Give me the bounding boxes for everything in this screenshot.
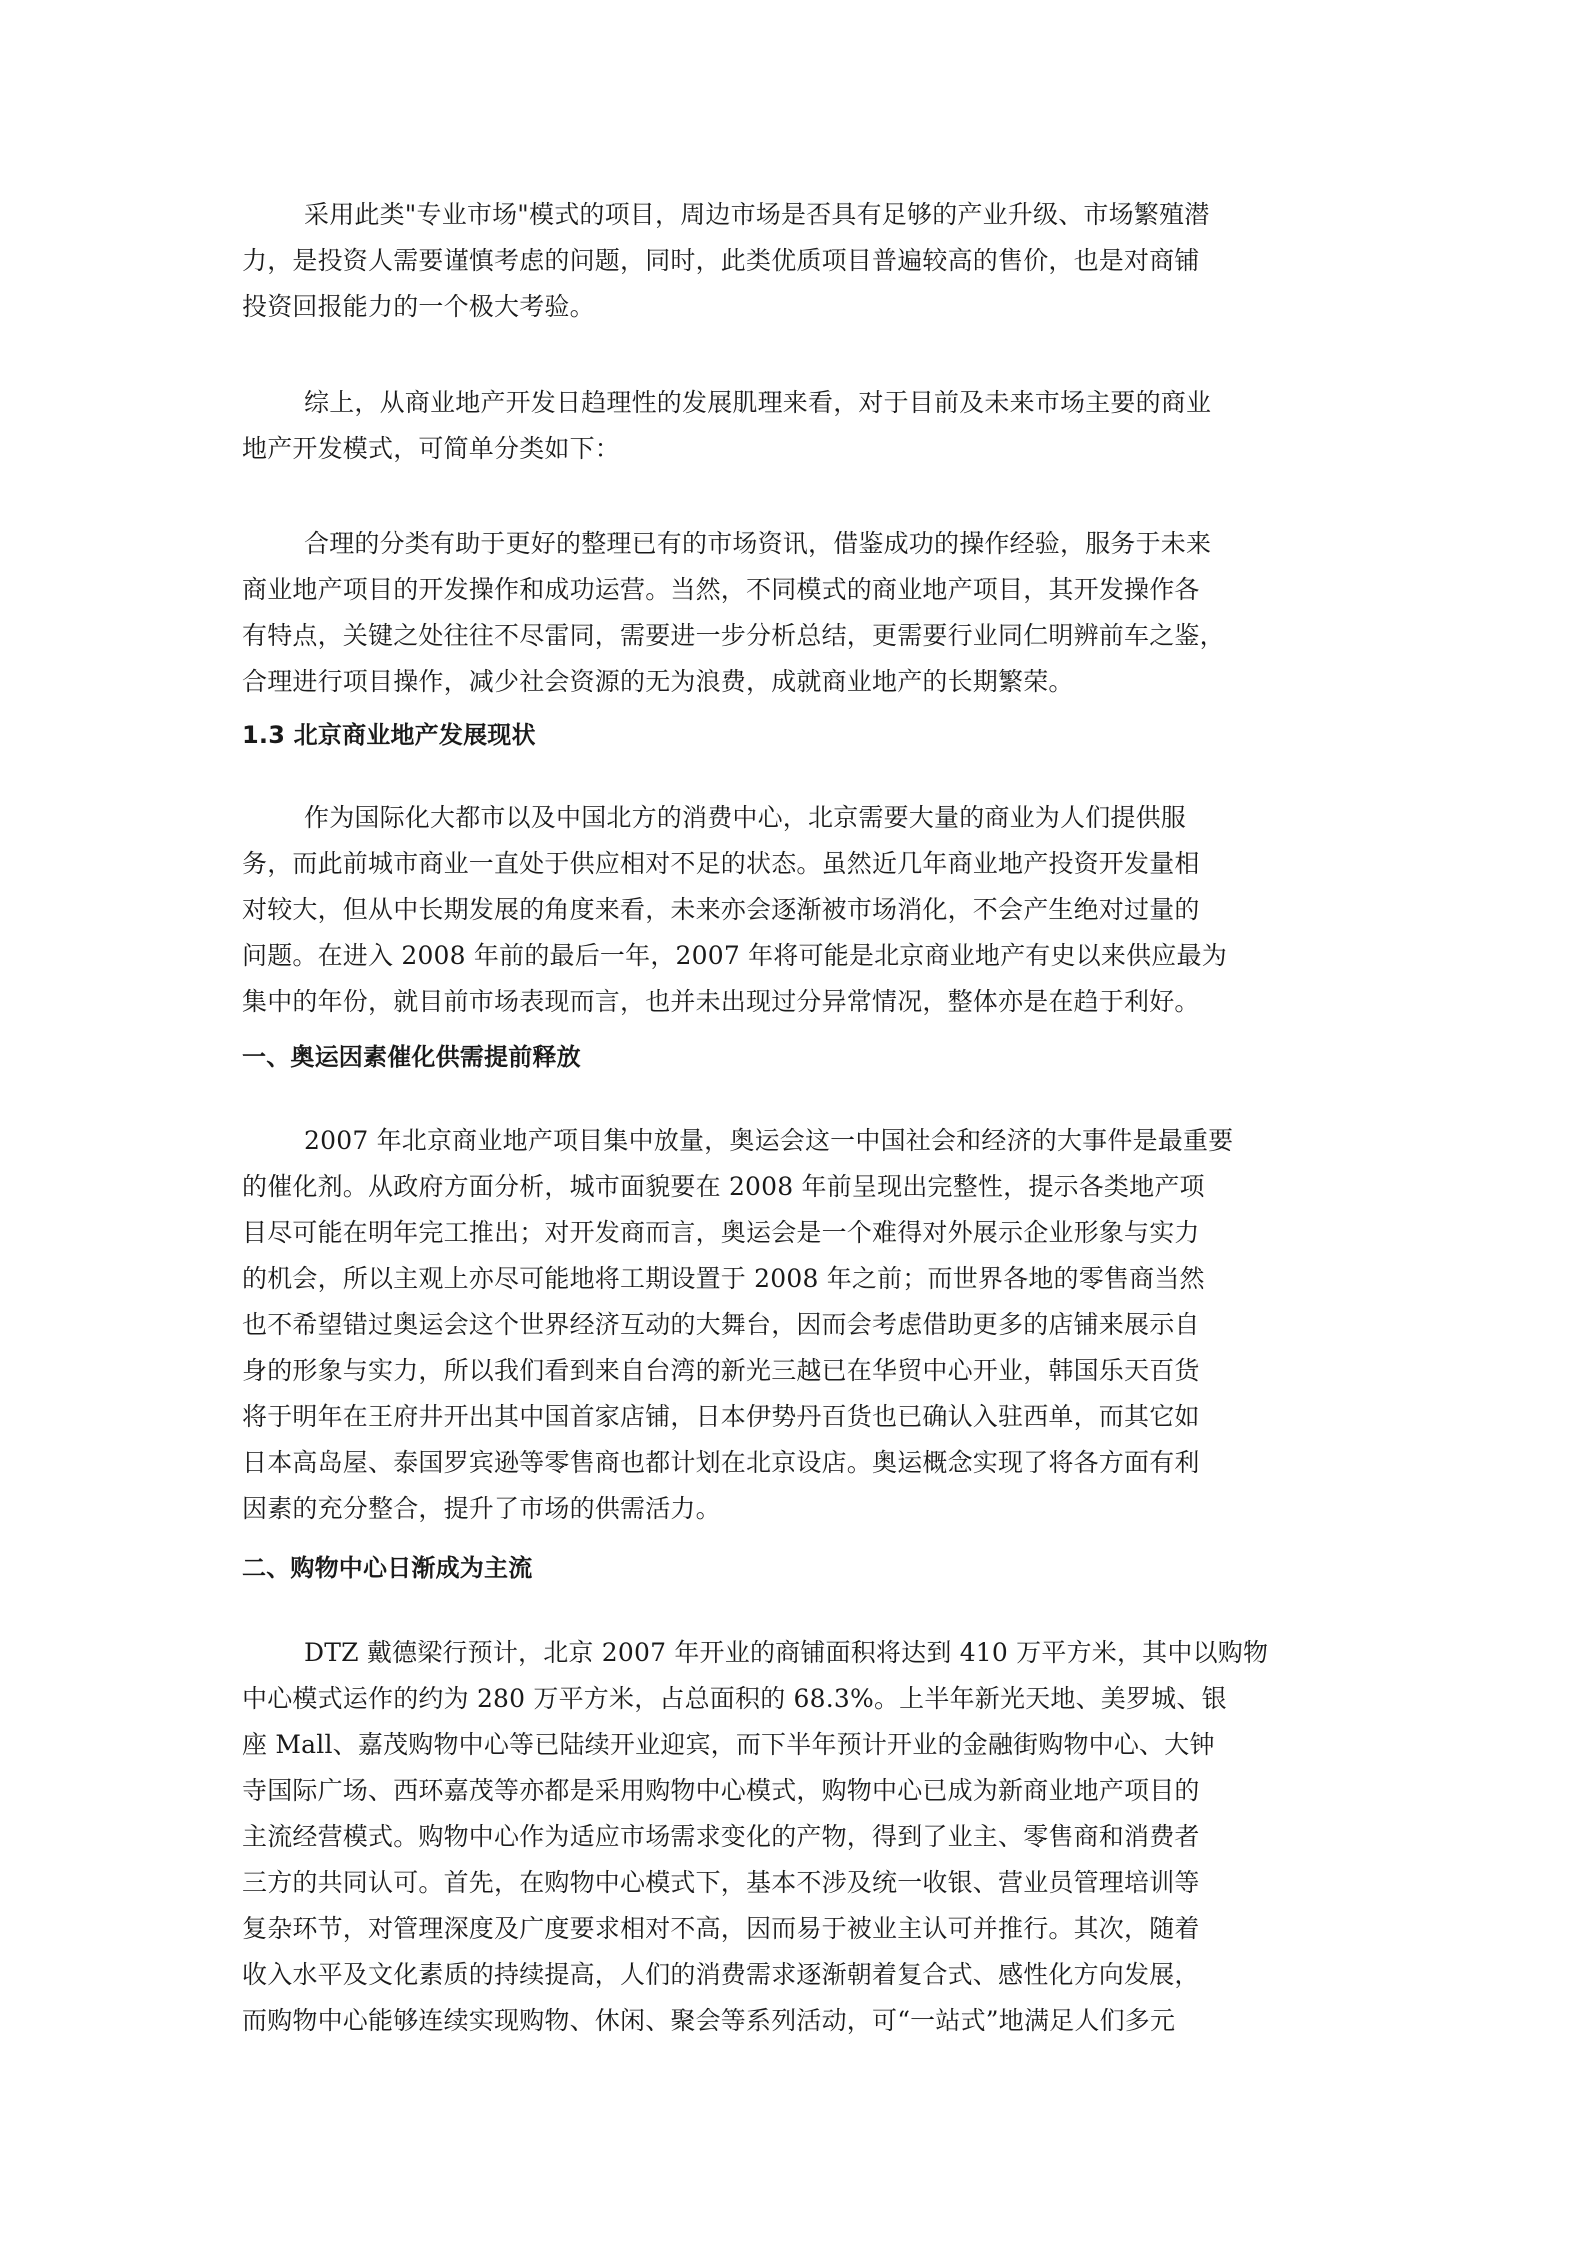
section-heading-olympics: [242, 1034, 1354, 1080]
text-line: 而购物中心能够连续实现购物、休闲、聚会等系列活动，可“一站式”地满足人们多元: [242, 2006, 1176, 2035]
section-heading-beijing-status: [242, 712, 1354, 758]
text-line: 合理的分类有助于更好的整理已有的市场资讯，借鉴成功的操作经验，服务于未来: [304, 529, 1212, 558]
text-line: 的机会，所以主观上亦尽可能地将工期设置于 2008 年之前；而世界各地的零售商当然: [242, 1264, 1205, 1293]
text-line: 集中的年份，就目前市场表现而言，也并未出现过分异常情况，整体亦是在趋于利好。: [242, 987, 1200, 1016]
text-line: 综上，从商业地产开发日趋理性的发展肌理来看，对于目前及未来市场主要的商业: [304, 388, 1212, 417]
text-line: 问题。在进入 2008 年前的最后一年，2007 年将可能是北京商业地产有史以来供应最为: [242, 941, 1227, 970]
text-line: 收入水平及文化素质的持续提高，人们的消费需求逐渐朝着复合式、感性化方向发展，: [242, 1960, 1200, 1989]
text-line: 也不希望错过奥运会这个世界经济互动的大舞台，因而会考虑借助更多的店铺来展示自: [242, 1310, 1200, 1339]
heading-text: 一、奥运因素催化供需提前释放: [242, 1043, 581, 1071]
text-line: 三方的共同认可。首先，在购物中心模式下，基本不涉及统一收银、营业员管理培训等: [242, 1868, 1200, 1897]
text-line: 2007 年北京商业地产项目集中放量，奥运会这一中国社会和经济的大事件是最重要: [304, 1126, 1234, 1155]
paragraph-professional-market: [242, 192, 1354, 330]
text-line: 的催化剂。从政府方面分析，城市面貌要在 2008 年前呈现出完整性，提示各类地产项: [242, 1172, 1205, 1201]
text-line: 复杂环节，对管理深度及广度要求相对不高，因而易于被业主认可并推行。其次，随着: [242, 1914, 1200, 1943]
text-line: 投资回报能力的一个极大考验。: [242, 292, 595, 321]
paragraph-olympics: [242, 1118, 1354, 1532]
text-line: 力，是投资人需要谨慎考虑的问题，同时，此类优质项目普遍较高的售价，也是对商铺: [242, 246, 1200, 275]
text-line: 因素的充分整合，提升了市场的供需活力。: [242, 1494, 721, 1523]
text-line: DTZ 戴德梁行预计，北京 2007 年开业的商铺面积将达到 410 万平方米，其中以购物: [304, 1638, 1269, 1667]
text-line: 座 Mall、嘉茂购物中心等已陆续开业迎宾，而下半年预计开业的金融街购物中心、大钟: [242, 1730, 1215, 1759]
text-line: 合理进行项目操作，减少社会资源的无为浪费，成就商业地产的长期繁荣。: [242, 667, 1074, 696]
paragraph-summary: [242, 380, 1354, 472]
text-line: 目尽可能在明年完工推出；对开发商而言，奥运会是一个难得对外展示企业形象与实力: [242, 1218, 1200, 1247]
paragraph-shopping-center: [242, 1630, 1354, 2044]
text-line: 商业地产项目的开发操作和成功运营。当然，不同模式的商业地产项目，其开发操作各: [242, 575, 1200, 604]
text-line: 中心模式运作的约为 280 万平方米，占总面积的 68.3%。上半年新光天地、美罗城、银: [242, 1684, 1227, 1713]
section-heading-shopping-center: [242, 1545, 1354, 1591]
paragraph-beijing-demand: [242, 795, 1354, 1025]
heading-text: 二、购物中心日渐成为主流: [242, 1554, 533, 1582]
text-line: 身的形象与实力，所以我们看到来自台湾的新光三越已在华贸中心开业，韩国乐天百货: [242, 1356, 1200, 1385]
paragraph-classification: [242, 521, 1354, 705]
text-line: 日本高岛屋、泰国罗宾逊等零售商也都计划在北京设店。奥运概念实现了将各方面有利: [242, 1448, 1200, 1477]
text-line: 对较大，但从中长期发展的角度来看，未来亦会逐渐被市场消化，不会产生绝对过量的: [242, 895, 1200, 924]
text-line: 地产开发模式，可简单分类如下：: [242, 434, 621, 463]
text-line: 有特点，关键之处往往不尽雷同，需要进一步分析总结，更需要行业同仁明辨前车之鉴，: [242, 621, 1225, 650]
text-line: 采用此类"专业市场"模式的项目，周边市场是否具有足够的产业升级、市场繁殖潜: [304, 200, 1210, 229]
text-line: 寺国际广场、西环嘉茂等亦都是采用购物中心模式，购物中心已成为新商业地产项目的: [242, 1776, 1200, 1805]
text-line: 务，而此前城市商业一直处于供应相对不足的状态。虽然近几年商业地产投资开发量相: [242, 849, 1200, 878]
text-line: 将于明年在王府井开出其中国首家店铺，日本伊势丹百货也已确认入驻西单，而其它如: [242, 1402, 1200, 1431]
heading-text: 1.3 北京商业地产发展现状: [242, 721, 536, 749]
text-line: 作为国际化大都市以及中国北方的消费中心，北京需要大量的商业为人们提供服: [304, 803, 1187, 832]
text-line: 主流经营模式。购物中心作为适应市场需求变化的产物，得到了业主、零售商和消费者: [242, 1822, 1200, 1851]
